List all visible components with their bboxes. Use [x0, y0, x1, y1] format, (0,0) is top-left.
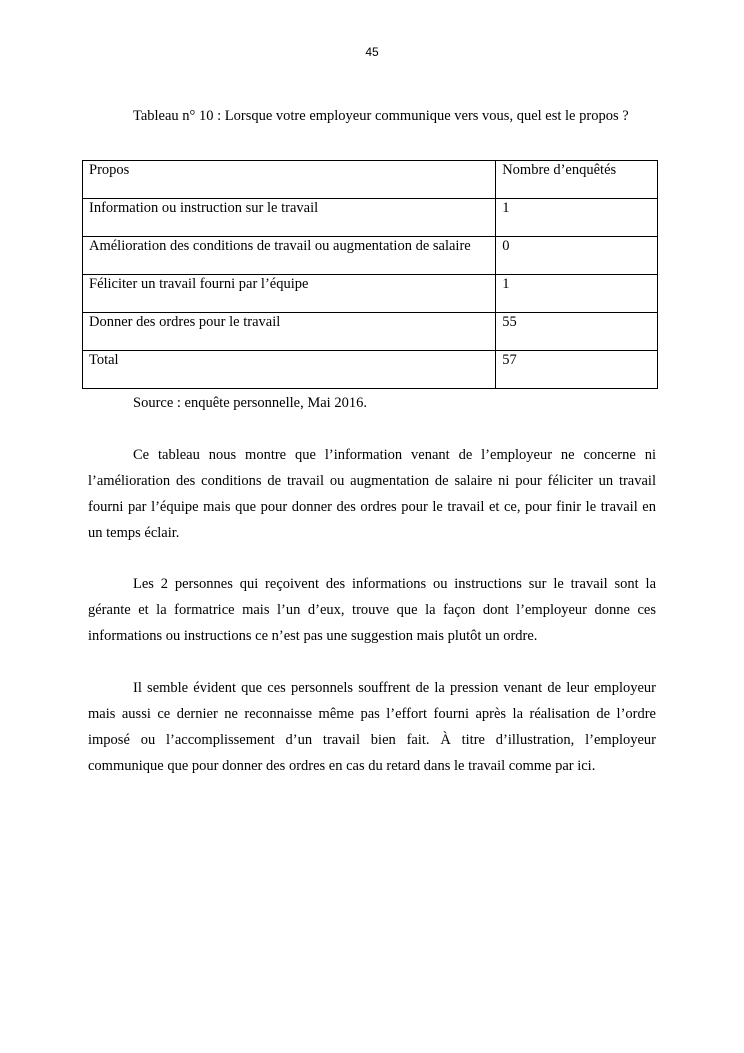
page-number: 45 — [365, 45, 379, 59]
paragraph-2: Les 2 personnes qui reçoivent des informations ou instructions sur le travail sont la gérante et la formatrice mais l’un d’eux, trouve que la façon dont l’employeur donne ces informations ou instructions ce n’est pas une suggestion mais plutôt un ordre. — [88, 576, 656, 644]
cell-propos: Amélioration des conditions de travail ou augmentation de salaire — [83, 237, 496, 275]
table-row — [83, 199, 658, 237]
header-propos: Propos — [83, 161, 496, 199]
paragraph-3: Il semble évident que ces personnels souffrent de la pression venant de leur employeur mais aussi ce dernier ne reconnaisse même pas l’effort fourni après la réalisation de l’ordre imposé ou l’accomplissement d’un travail bien fait. À titre d’illustration, l’employeur communique que pour donner des ordres en cas du retard dans le travail comme par ici. — [88, 680, 656, 774]
cell-nombre: 0 — [496, 237, 658, 275]
survey-table — [82, 160, 658, 389]
table-row — [83, 313, 658, 351]
table-header-row — [83, 161, 658, 199]
table-source: Source : enquête personnelle, Mai 2016. — [133, 395, 367, 411]
table-row — [83, 237, 658, 275]
cell-nombre: 1 — [496, 199, 658, 237]
cell-propos: Information ou instruction sur le travail — [83, 199, 496, 237]
table-row — [83, 275, 658, 313]
cell-propos: Féliciter un travail fourni par l’équipe — [83, 275, 496, 313]
table-caption: Tableau n° 10 : Lorsque votre employeur communique vers vous, quel est le propos ? — [133, 108, 629, 124]
cell-propos: Donner des ordres pour le travail — [83, 313, 496, 351]
cell-total-value: 57 — [496, 351, 658, 389]
cell-nombre: 55 — [496, 313, 658, 351]
header-nombre: Nombre d’enquêtés — [496, 161, 658, 199]
cell-total-label: Total — [83, 351, 496, 389]
paragraph-1: Ce tableau nous montre que l’information venant de l’employeur ne concerne ni l’amélioration des conditions de travail ou augmentation de salaire ni pour féliciter un travail fourni par l’équipe mais que pour donner des ordres pour le travail et ce, pour finir le travail en un temps éclair. — [88, 447, 656, 541]
cell-nombre: 1 — [496, 275, 658, 313]
table-total-row — [83, 351, 658, 389]
